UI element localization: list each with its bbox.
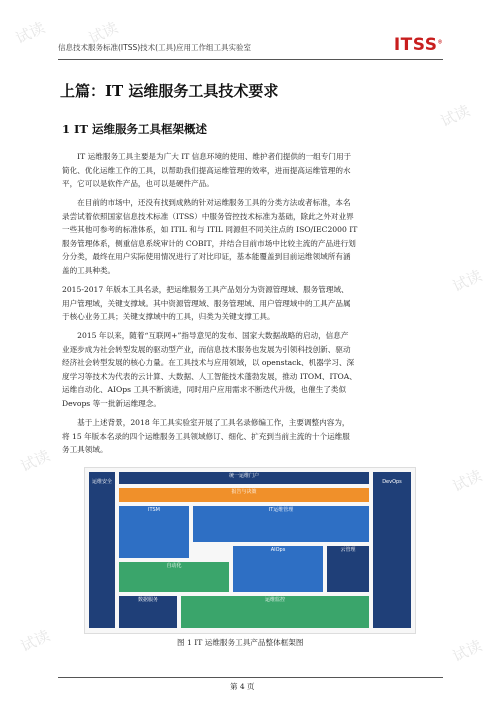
figure-caption: 图 1 IT 运维服务工具产品整体框架图: [177, 638, 304, 647]
para-line: 服务管理体系，侧重信息系统审计的 COBIT，并结合目前市场中比较主流的产品进行划: [62, 238, 356, 248]
footer-divider: [58, 677, 443, 678]
fig-block-security: 运维安全: [89, 472, 115, 628]
para-line: 2015-2017 年版本工具名录，把运维服务工具产品划分为资源管理域、服务管理域、: [62, 285, 349, 294]
fig-block-portal: 统一运维门户: [119, 472, 369, 484]
para-line: 平，它可以是软件产品，也可以是硬件产品。: [62, 179, 214, 189]
fig-block-data: 数据服务: [119, 596, 177, 628]
fig-block-auto: 自动化: [119, 562, 229, 592]
watermark: 试读: [449, 636, 485, 666]
watermark: 试读: [85, 18, 121, 48]
page-header: [58, 37, 443, 60]
para-line: 在目前的市场中，还没有找到成熟的针对运维服务工具的分类方法或者标准，本名: [62, 198, 351, 207]
watermark: 试读: [449, 266, 485, 296]
watermark: 试读: [12, 18, 48, 48]
watermark: 试读: [17, 446, 53, 476]
para-line: 简化、优化运维工作的工具，以帮助我们提高运维管理的效率，进而提高运维管理的水: [62, 165, 351, 175]
paragraph-2: [62, 196, 444, 278]
fig-block-devops: DevOps: [373, 472, 411, 628]
fig-block-monitor: 运维监控: [181, 596, 369, 628]
paragraph-3: [62, 283, 444, 324]
para-line: 基于上述背景，2018 年工具实验室开展了工具名录修编工作，主要调整内容为，: [62, 418, 350, 427]
part-title: 上篇：IT 运维服务工具技术要求: [60, 82, 279, 100]
para-line: 分分类，最终在用户实际使用情况进行了对比印证，基本能覆盖到目前运维领域所有涵: [62, 252, 351, 262]
para-line: 一些其他可参考的标准体系，如 ITIL 和与 ITIL 同源但不同关注点的 ISO/IEC2000 IT: [62, 225, 358, 235]
paragraph-5: [62, 416, 444, 457]
paragraph-1: [62, 150, 444, 191]
fig-block-itops: IT运维管理: [193, 506, 369, 542]
itss-logo: [394, 35, 443, 55]
para-line: 业逐步成为社会转型发展的驱动型产业，而信息技术服务也发展为引领科技创新、驱动: [62, 344, 351, 354]
fig-block-cloud: 云管理: [327, 546, 369, 592]
watermark: 试读: [437, 101, 473, 131]
page-number: 第 4 页: [230, 682, 255, 691]
para-line: 用户管理域，关键支撑域。其中资源管理域、服务管理域、用户管理域中的工具产品属: [62, 298, 351, 308]
para-line: 盖的工具种类。: [62, 265, 116, 275]
para-line: 2015 年以来，随着“互联网+”指导意见的发布、国家大数据战略的启动，信息产: [62, 331, 349, 340]
para-line: 运维自动化、AIOps 工具不断演进，同时用户应用需求不断迭代升级，也催生了类似: [62, 385, 347, 395]
watermark: 试读: [17, 626, 53, 656]
para-line: 将 15 年版本名录的四个运维服务工具领域修订、细化、扩充到当前主流的十个运维服: [62, 431, 350, 441]
para-line: 经济社会转型发展的核心力量。在工具技术与应用领域，以 openstack、机器学习、深: [62, 358, 355, 368]
framework-figure: [84, 467, 416, 634]
para-line: IT 运维服务工具主要是为广大 IT 信息环境的使用、维护者们提供的一组专门用于: [62, 152, 352, 161]
logo-text: ITSS: [393, 35, 438, 55]
paragraph-4: [62, 329, 444, 411]
fig-block-itsm: ITSM: [119, 506, 189, 558]
fig-block-aiops: AIOps: [233, 546, 323, 592]
logo-mark: ®: [437, 39, 443, 46]
header-text: 信息技术服务标准(ITSS)技术(工具)应用工作组工具实验室: [58, 43, 252, 52]
para-line: Devops 等一批新运维理念。: [62, 398, 161, 408]
para-line: 于核心业务工具；关键支撑域中的工具，归类为关键支撑工具。: [62, 312, 275, 322]
section-title: 1 IT 运维服务工具框架概述: [62, 122, 207, 136]
para-line: 度学习等技术为代表的云计算、大数据、人工智能技术蓬勃发展，推动 ITOM、ITOA、: [62, 371, 357, 381]
watermark: 试读: [449, 466, 485, 496]
fig-block-analysis: 报告与决策: [119, 488, 369, 502]
para-line: 录尝试着依照国家信息技术标准（ITSS）中服务管控技术标准为基础，除此之外对业界: [62, 211, 354, 221]
para-line: 务工具领域。: [62, 445, 108, 455]
